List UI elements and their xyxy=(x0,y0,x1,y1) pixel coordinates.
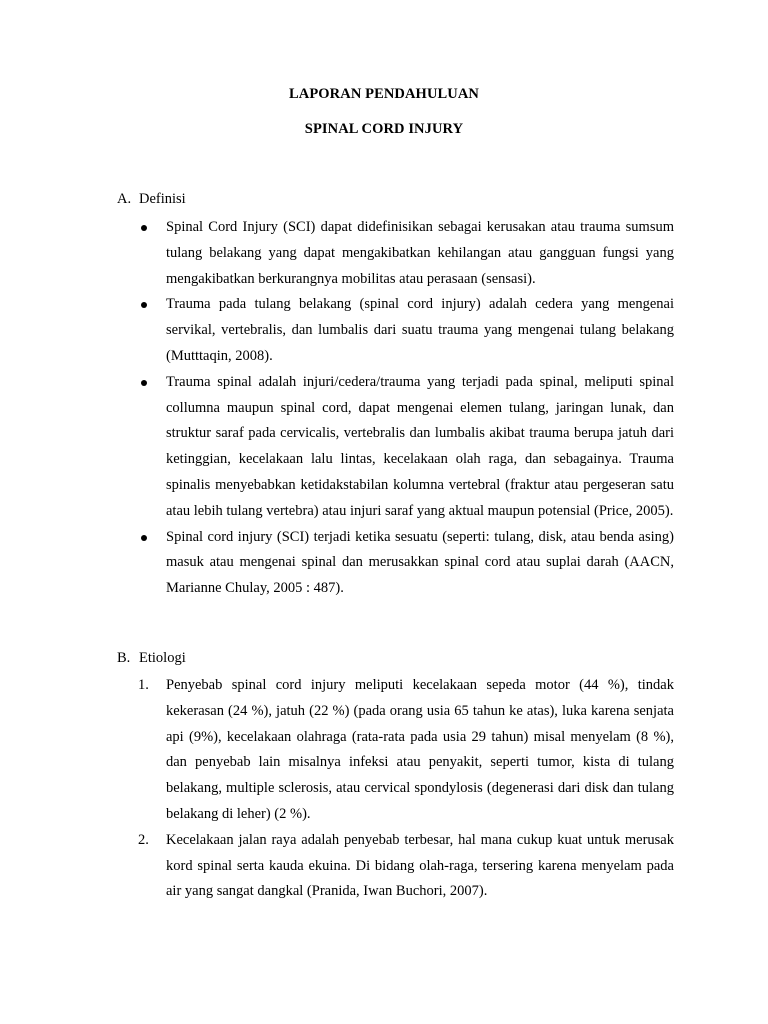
section-b-marker: B. xyxy=(117,650,131,666)
document-subtitle: SPINAL CORD INJURY xyxy=(304,121,464,137)
list-item xyxy=(0,828,768,905)
list-item xyxy=(0,292,768,369)
etiologi-list xyxy=(0,673,768,905)
section-a-marker: A. xyxy=(117,191,132,207)
list-item xyxy=(0,370,768,525)
section-a-title: Definisi xyxy=(139,191,186,207)
bullet-icon xyxy=(141,302,147,308)
list-item-text: Penyebab spinal cord injury meliputi kecelakaan sepeda motor (44 %), tindak kekerasan (24 %), jatuh (22 %) (pada orang usia 65 tahun ke atas), luka karena senjata api (9%), kecelakaan olahraga (rata-rata pada usia 29 tahun) misal menyelam (8 %), dan penyebab lain misalnya infeksi atau penyakit, seperti tumor, kista di tulang belakang, multiple sclerosis, atau cervical spondylosis (degenerasi dari disk dan tulang belakang di leher) (2 %). xyxy=(166,677,674,822)
bullet-icon xyxy=(141,535,147,541)
bullet-icon xyxy=(141,380,147,386)
list-item-text: Trauma pada tulang belakang (spinal cord injury) adalah cedera yang mengenai servikal, vertebralis, dan lumbalis dari suatu trauma yang mengenai tulang belakang (Mutttaqin, 2008). xyxy=(166,296,674,364)
list-item-text: Spinal Cord Injury (SCI) dapat didefinisikan sebagai kerusakan atau trauma sumsum tulang belakang yang dapat mengakibatkan kehilangan atau gangguan fungsi yang mengakibatkan berkurangnya mobilitas atau perasaan (sensasi). xyxy=(166,219,674,287)
list-item xyxy=(0,215,768,292)
section-b-title: Etiologi xyxy=(139,650,186,666)
list-item xyxy=(0,525,768,602)
list-item xyxy=(0,673,768,828)
list-item-text: Kecelakaan jalan raya adalah penyebab terbesar, hal mana cukup kuat untuk merusak kord spinal serta kauda ekuina. Di bidang olah-raga, tersering karena menyelam pada air yang sangat dangkal (Pranida, Iwan Buchori, 2007). xyxy=(166,831,674,900)
list-item-text: Spinal cord injury (SCI) terjadi ketika sesuatu (seperti: tulang, disk, atau benda asing) masuk atau mengenai spinal dan merusakkan spinal cord atau suplai darah (AACN, Marianne Chulay, 2005 : 487). xyxy=(166,528,674,597)
list-item-number: 2. xyxy=(138,831,149,848)
bullet-icon xyxy=(141,225,147,231)
definisi-list xyxy=(0,215,768,602)
list-item-number: 1. xyxy=(138,677,149,693)
list-item-text: Trauma spinal adalah injuri/cedera/trauma yang terjadi pada spinal, meliputi spinal collumna maupun spinal cord, dapat mengenai elemen tulang, jaringan lunak, dan struktur saraf pada cervicalis, vertebralis dan lumbalis akibat trauma berupa jatuh dari ketinggian, kecelakaan lalu lintas, kecelakaan olah raga, dan sebagainya. Trauma spinalis menyebabkan ketidakstabilan kolumna vertebral (fraktur atau pergeseran satu atau lebih tulang vertebra) atau injuri saraf yang aktual maupun potensial (Price, 2005). xyxy=(166,373,674,519)
section-b-heading xyxy=(117,650,186,667)
document-title: LAPORAN PENDAHULUAN xyxy=(289,86,479,102)
section-a-heading xyxy=(117,191,186,208)
